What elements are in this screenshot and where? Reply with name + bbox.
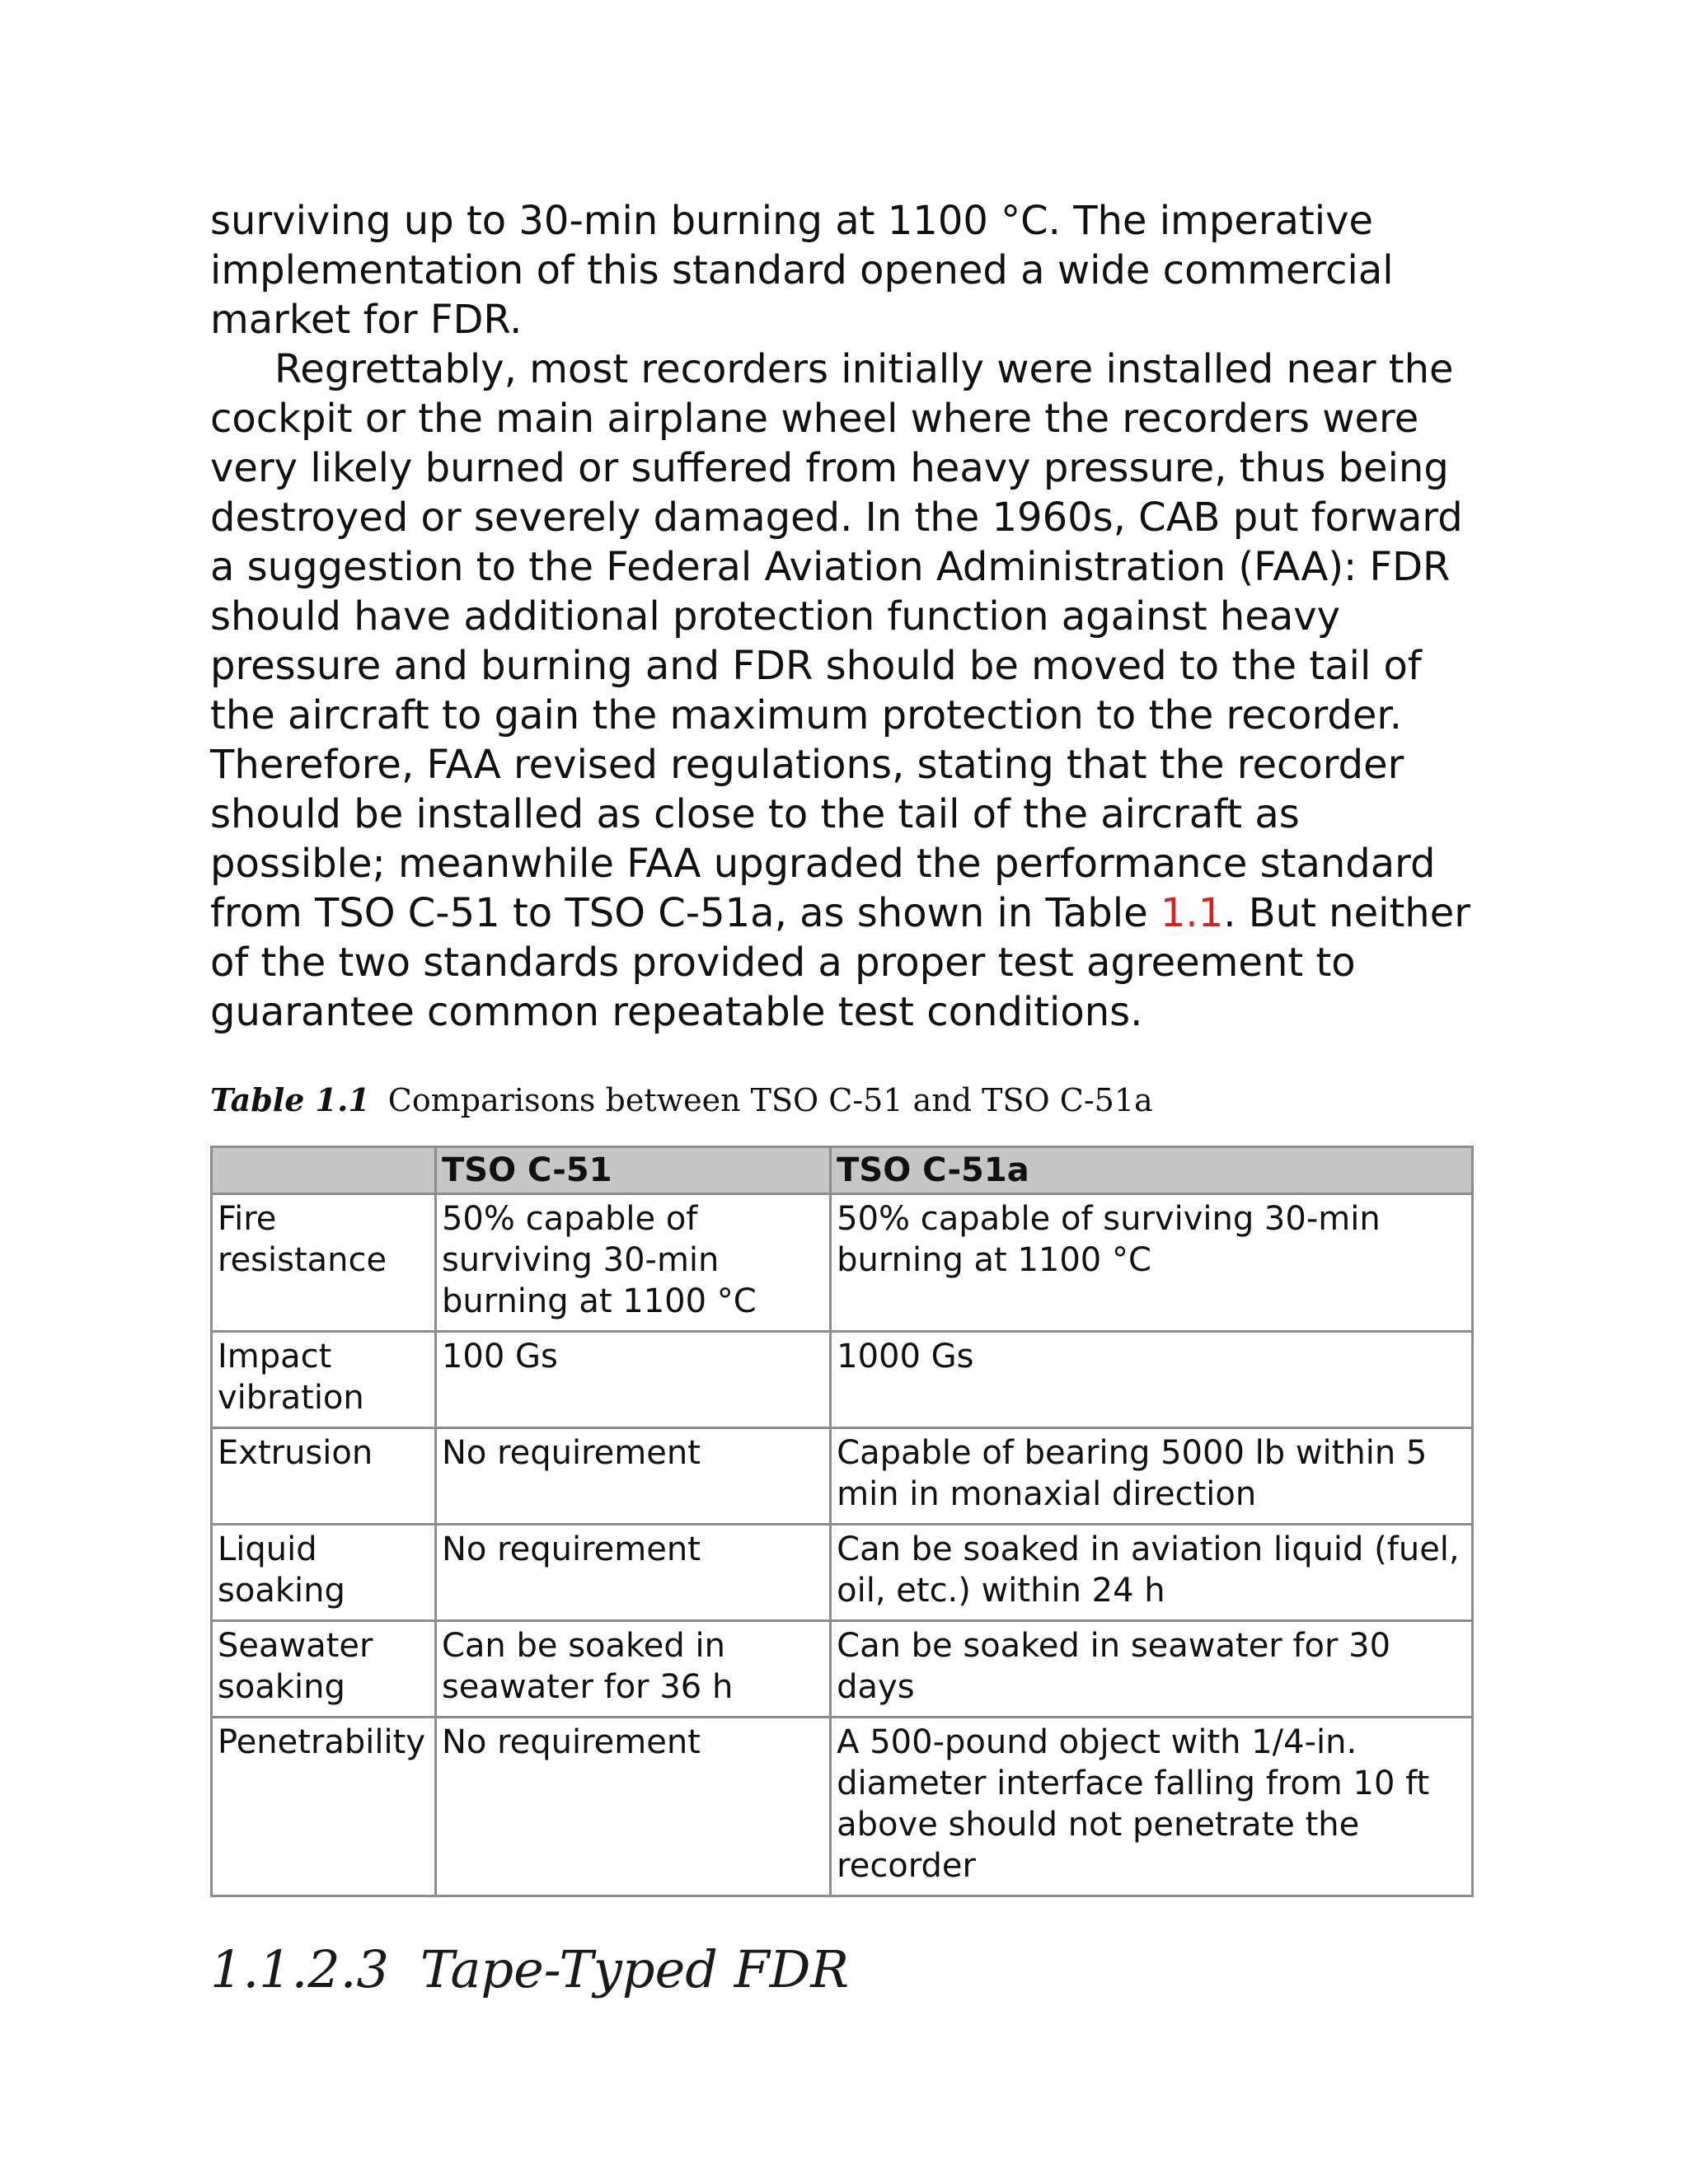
table-cell: Capable of bearing 5000 lb within 5 min in monaxial direction: [831, 1428, 1473, 1525]
table-header-cell: TSO C-51: [435, 1147, 830, 1194]
table-cell: Seawater soaking: [212, 1621, 436, 1718]
body-paragraph-1: surviving up to 30-min burning at 1100 °C. The imperative implementation of this standard opened a wide commercial market for FDR.: [210, 198, 1394, 343]
table-cell: 100 Gs: [435, 1332, 830, 1428]
table-cell: Impact vibration: [212, 1332, 436, 1428]
table-cell: 1000 Gs: [831, 1332, 1473, 1428]
table-row: [212, 1332, 1473, 1428]
table-cell: No requirement: [435, 1428, 830, 1525]
table-caption: [210, 1080, 1484, 1121]
table-cell: Can be soaked in seawater for 36 h: [435, 1621, 830, 1718]
table-cell: A 500-pound object with 1/4-in. diameter interface falling from 10 ft above should not penetrate the recorder: [831, 1718, 1473, 1896]
table-row: [212, 1718, 1473, 1896]
comparison-table: [210, 1146, 1474, 1897]
body-paragraph-2: [210, 344, 1484, 1037]
paragraph-text: Regrettably, most recorders initially were installed near the cockpit or the main airplane wheel where the recorders were very likely burned or suffered from heavy pressure, thus being destroyed or severely damaged. In the 1960s, CAB put forward a suggestion to the Federal Aviation Administration (FAA): FDR should have additional protection function against heavy pressure and burning and FDR should be moved to the tail of the aircraft to gain the maximum protection to the recorder. Therefore, FAA revised regulations, stating that the recorder should be installed as close to the tail of the aircraft as possible; meanwhile FAA upgraded the performance standard from TSO C-51 to TSO C-51a, as shown in Table: [210, 346, 1463, 936]
table-header-cell: [212, 1147, 436, 1194]
table-row: [212, 1621, 1473, 1718]
table-cell: Extrusion: [212, 1428, 436, 1525]
table-cell: 50% capable of surviving 30-min burning at 1100 °C: [435, 1194, 830, 1332]
section-title: Tape-Typed FDR: [420, 1939, 850, 1999]
table-caption-text: Comparisons between TSO C-51 and TSO C-51a: [387, 1082, 1153, 1118]
table-cell: 50% capable of surviving 30-min burning at 1100 °C: [831, 1194, 1473, 1332]
section-heading: [210, 1937, 1484, 2003]
table-row: [212, 1428, 1473, 1525]
table-reference-link[interactable]: 1.1: [1160, 890, 1224, 936]
paragraph-text: . But neither of the two standards provided a proper test agreement to guarantee common repeatable test conditions.: [210, 890, 1470, 1035]
table-header-row: [212, 1147, 1473, 1194]
section-number: 1.1.2.3: [210, 1939, 389, 1999]
table-row: [212, 1525, 1473, 1621]
table-caption-label: Table 1.1: [210, 1081, 370, 1118]
table-cell: No requirement: [435, 1525, 830, 1621]
table-cell: Can be soaked in aviation liquid (fuel, oil, etc.) within 24 h: [831, 1525, 1473, 1621]
table-cell: Can be soaked in seawater for 30 days: [831, 1621, 1473, 1718]
table-cell: Liquid soaking: [212, 1525, 436, 1621]
table-header-cell: TSO C-51a: [831, 1147, 1473, 1194]
table-row: [212, 1194, 1473, 1332]
table-cell: Fire resistance: [212, 1194, 436, 1332]
table-cell: No requirement: [435, 1718, 830, 1896]
document-page: [210, 196, 1484, 2003]
table-cell: Penetrability: [212, 1718, 436, 1896]
